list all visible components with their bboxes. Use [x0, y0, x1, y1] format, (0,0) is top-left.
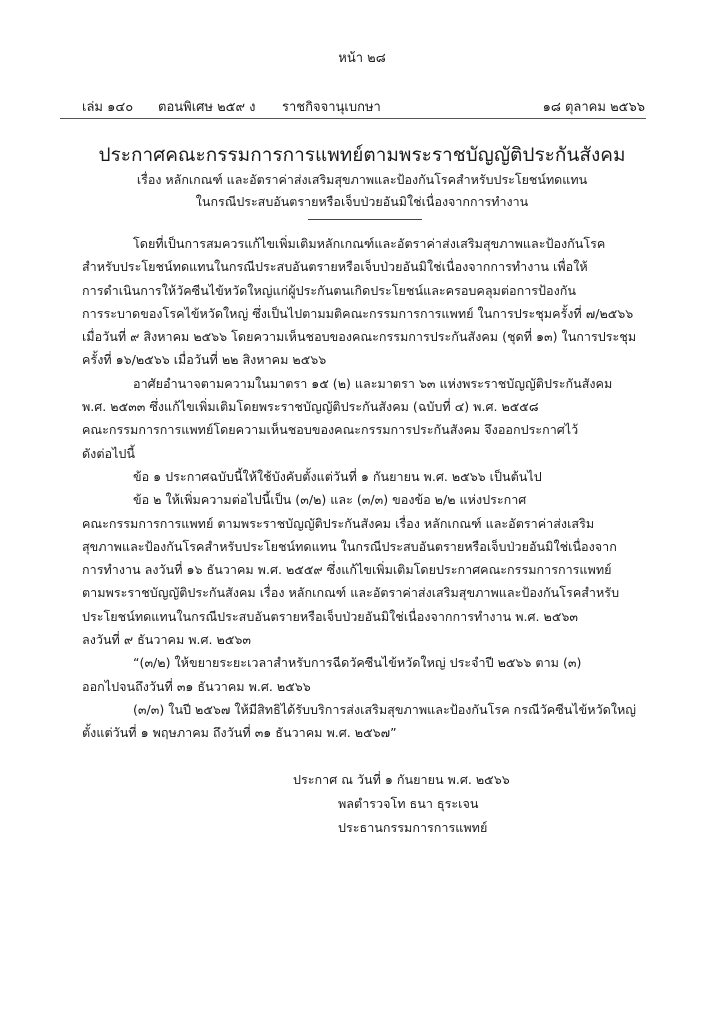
section-label: ตอนพิเศษ ๒๕๙ ง: [158, 100, 256, 115]
text-line: ออกไปจนถึงวันที่ ๓๑ ธันวาคม พ.ศ. ๒๕๖๖: [82, 678, 311, 694]
signatory-name: พลตำรวจโท ธนา ธุระเจน: [338, 796, 479, 811]
text-line: การทำงาน ลงวันที่ ๑๖ ธันวาคม พ.ศ. ๒๕๕๙ ซึ่งแก้ไขเพิ่มเติมโดยประกาศคณะกรรมการการแพทย์: [82, 562, 612, 578]
text-line: ครั้งที่ ๑๖/๒๕๖๖ เมื่อวันที่ ๒๒ สิงหาคม ๒๕๖๖: [82, 352, 327, 368]
header-rule: [60, 118, 646, 119]
clause-2: [82, 488, 645, 651]
text-line: ประโยชน์ทดแทนในกรณีประสบอันตรายหรือเจ็บป่วยอันมิใช่เนื่องจากการทำงาน พ.ศ. ๒๕๖๓: [82, 608, 578, 624]
text-line: การระบาดของโรคไข้หวัดใหญ่ ซึ่งเป็นไปตามมติคณะกรรมการการแพทย์ ในการประชุมครั้งที่ ๗/๒๕๖๖: [82, 305, 634, 321]
text-line: (๓/๓) ในปี ๒๕๖๗ ให้มีสิทธิได้รับบริการส่งเสริมสุขภาพและป้องกันโรค กรณีวัคซีนไข้หวัดใหญ่: [133, 701, 637, 717]
item-3-3: [82, 698, 645, 745]
text-line: “(๓/๒) ให้ขยายระยะเวลาสำหรับการฉีดวัคซีนไข้หวัดใหญ่ ประจำปี ๒๕๖๖ ตาม (๓): [133, 655, 582, 671]
text-line: สุขภาพและป้องกันโรคสำหรับประโยชน์ทดแทน ในกรณีประสบอันตรายหรือเจ็บป่วยอันมิใช่เนื่องจาก: [82, 538, 617, 554]
text-line: ข้อ ๑ ประกาศฉบับนี้ให้ใช้บังคับตั้งแต่วันที่ ๑ กันยายน พ.ศ. ๒๕๖๖ เป็นต้นไป: [133, 468, 542, 484]
text-line: ข้อ ๒ ให้เพิ่มความต่อไปนี้เป็น (๓/๒) และ (๓/๓) ของข้อ ๒/๒ แห่งประกาศ: [133, 492, 527, 508]
text-line: เมื่อวันที่ ๙ สิงหาคม ๒๕๖๖ โดยความเห็นชอบของคณะกรรมการประกันสังคม (ชุดที่ ๑๓) ในการประชุม: [82, 329, 637, 345]
preamble-paragraph: [82, 232, 645, 372]
gazette-header: [82, 96, 645, 116]
item-3-2: [82, 651, 645, 698]
text-line: อาศัยอำนาจตามความในมาตรา ๑๕ (๒) และมาตรา ๖๓ แห่งพระราชบัญญัติประกันสังคม: [133, 375, 613, 391]
title-divider: [308, 219, 422, 220]
text-line: พ.ศ. ๒๕๓๓ ซึ่งแก้ไขเพิ่มเติมโดยพระราชบัญญัติประกันสังคม (ฉบับที่ ๔) พ.ศ. ๒๕๕๘: [82, 399, 539, 415]
text-line: คณะกรรมการการแพทย์ ตามพระราชบัญญัติประกันสังคม เรื่อง หลักเกณฑ์ และอัตราค่าส่งเสริม: [82, 515, 595, 531]
document-title: ประกาศคณะกรรมการการแพทย์ตามพระราชบัญญัติประกันสังคม: [98, 144, 626, 166]
clause-1: [82, 465, 645, 488]
subtitle-line-2: ในกรณีประสบอันตรายหรือเจ็บป่วยอันมิใช่เนื่องจากการทำงาน: [195, 194, 529, 209]
text-line: ตามพระราชบัญญัติประกันสังคม เรื่อง หลักเกณฑ์ และอัตราค่าส่งเสริมสุขภาพและป้องกันโรคสำหรับ: [82, 585, 620, 601]
page-number: หน้า ๒๘: [338, 51, 386, 66]
text-line: ดังต่อไปนี้: [82, 445, 136, 461]
subtitle-line-1: เรื่อง หลักเกณฑ์ และอัตราค่าส่งเสริมสุขภาพและป้องกันโรคสำหรับประโยชน์ทดแทน: [136, 172, 588, 187]
gazette-name: ราชกิจจานุเบกษา: [282, 100, 381, 115]
signatory-position: ประธานกรรมการการแพทย์: [338, 820, 488, 835]
text-line: โดยที่เป็นการสมควรแก้ไขเพิ่มเติมหลักเกณฑ์และอัตราค่าส่งเสริมสุขภาพและป้องกันโรค: [133, 236, 606, 251]
volume-label: เล่ม ๑๔๐: [82, 100, 134, 115]
text-line: ตั้งแต่วันที่ ๑ พฤษภาคม ถึงวันที่ ๓๑ ธันวาคม พ.ศ. ๒๕๖๗”: [82, 725, 397, 741]
text-line: การดำเนินการให้วัคซีนไข้หวัดใหญ่แก่ผู้ประกันตนเกิดประโยชน์และครอบคลุมต่อการป้องกัน: [82, 282, 577, 298]
document-body: [82, 232, 645, 745]
text-line: ลงวันที่ ๙ ธันวาคม พ.ศ. ๒๕๖๓: [82, 632, 251, 648]
authority-paragraph: [82, 372, 645, 465]
text-line: คณะกรรมการการแพทย์โดยความเห็นชอบของคณะกรรมการประกันสังคม จึงออกประกาศไว้: [82, 422, 579, 438]
gazette-date: ๑๘ ตุลาคม ๒๕๖๖: [542, 100, 645, 115]
announcement-date: ประกาศ ณ วันที่ ๑ กันยายน พ.ศ. ๒๕๖๖: [293, 772, 510, 787]
text-line: สำหรับประโยชน์ทดแทนในกรณีประสบอันตรายหรือเจ็บป่วยอันมิใช่เนื่องจากการทำงาน เพื่อให้: [82, 259, 588, 275]
